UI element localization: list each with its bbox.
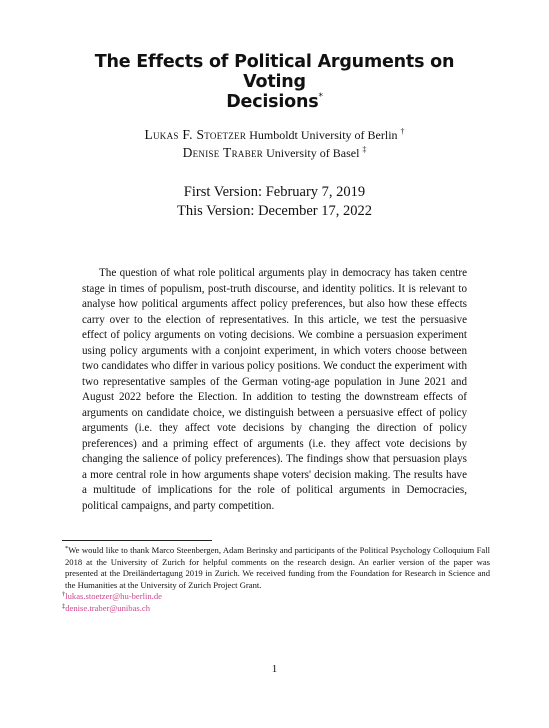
author-2: [0, 144, 549, 162]
title-footnote-mark: *: [318, 92, 323, 102]
title-line-1: The Effects of Political Arguments on Voting: [94, 52, 455, 92]
page-number: 1: [271, 663, 278, 675]
footnote-dagger-mark: †: [62, 591, 66, 599]
footnote-star-mark: *: [65, 545, 69, 552]
author-2-mark: ‡: [362, 145, 367, 154]
author-1-name: Lukas F. Stoetzer: [144, 127, 247, 142]
author-1: [0, 126, 549, 144]
paper-title: [70, 52, 479, 112]
email-link-traber[interactable]: denise.traber@unibas.ch: [65, 602, 150, 613]
email-link-stoetzer[interactable]: lukas.stoetzer@hu-berlin.de: [65, 591, 162, 602]
footnote-acknowledgements-body: [62, 545, 490, 591]
author-block: [0, 126, 549, 162]
author-2-affiliation: University of Basel: [266, 146, 360, 160]
version-block: [0, 183, 549, 221]
footnote-email-1: [62, 591, 490, 603]
current-version: This Version: December 17, 2022: [176, 203, 373, 219]
author-1-affiliation: Humboldt University of Berlin: [249, 128, 398, 142]
footnote-acknowledgements-text: We would like to thank Marco Steenbergen, Adam Berinsky and participants of the Political Psychology Colloquium Fall 2018 at the University of Zurich for helpful comments on the research design. An earlier version of the paper was presented at the Dreiländertagung 2019 in Zurich. We received funding from the Foundation for Research in Science and the Humanities at the University of Zurich Project Grant.: [65, 545, 490, 590]
footnote-rule: [62, 540, 212, 541]
footnote-email-2: [62, 603, 490, 615]
footnote-ddagger-mark: ‡: [62, 602, 66, 610]
author-1-mark: †: [400, 127, 405, 136]
title-line-2-text: Decisions: [226, 92, 319, 112]
author-2-name: Denise Traber: [182, 145, 264, 160]
footnotes: [62, 545, 490, 615]
abstract: The question of what role political arguments play in democracy has taken centre stage in times of populism, post-truth discourse, and identity politics. It is relevant to analyse how political arguments affect policy preferences, but also how these effects carry over to the election of representatives. In this article, we test the persuasive effect of policy arguments on voting decisions. We combine a persuasion experiment using policy arguments with a conjoint experiment, in which voters choose between two candidates who differ in various policy positions. We conduct the experiment with two representative samples of the German voting-age population in June 2021 and August 2022 before the Election. In addition to testing the downstream effects of arguments on candidate choice, we distinguish between a persuasive effect of policy arguments (i.e. they affect vote decisions by changing the direction of policy preferences) and a priming effect of arguments (i.e. they affect vote decisions by changing the salience of policy preferences). The findings show that persuasion plays a more central role in how arguments shape voters' decision making. The results have a multitude of implications for the role of political arguments in Democracies, political campaigns, and party competition.: [82, 267, 467, 512]
title-line-2: [70, 92, 479, 112]
footnote-acknowledgements: [62, 545, 490, 591]
first-version: First Version: February 7, 2019: [183, 184, 366, 200]
